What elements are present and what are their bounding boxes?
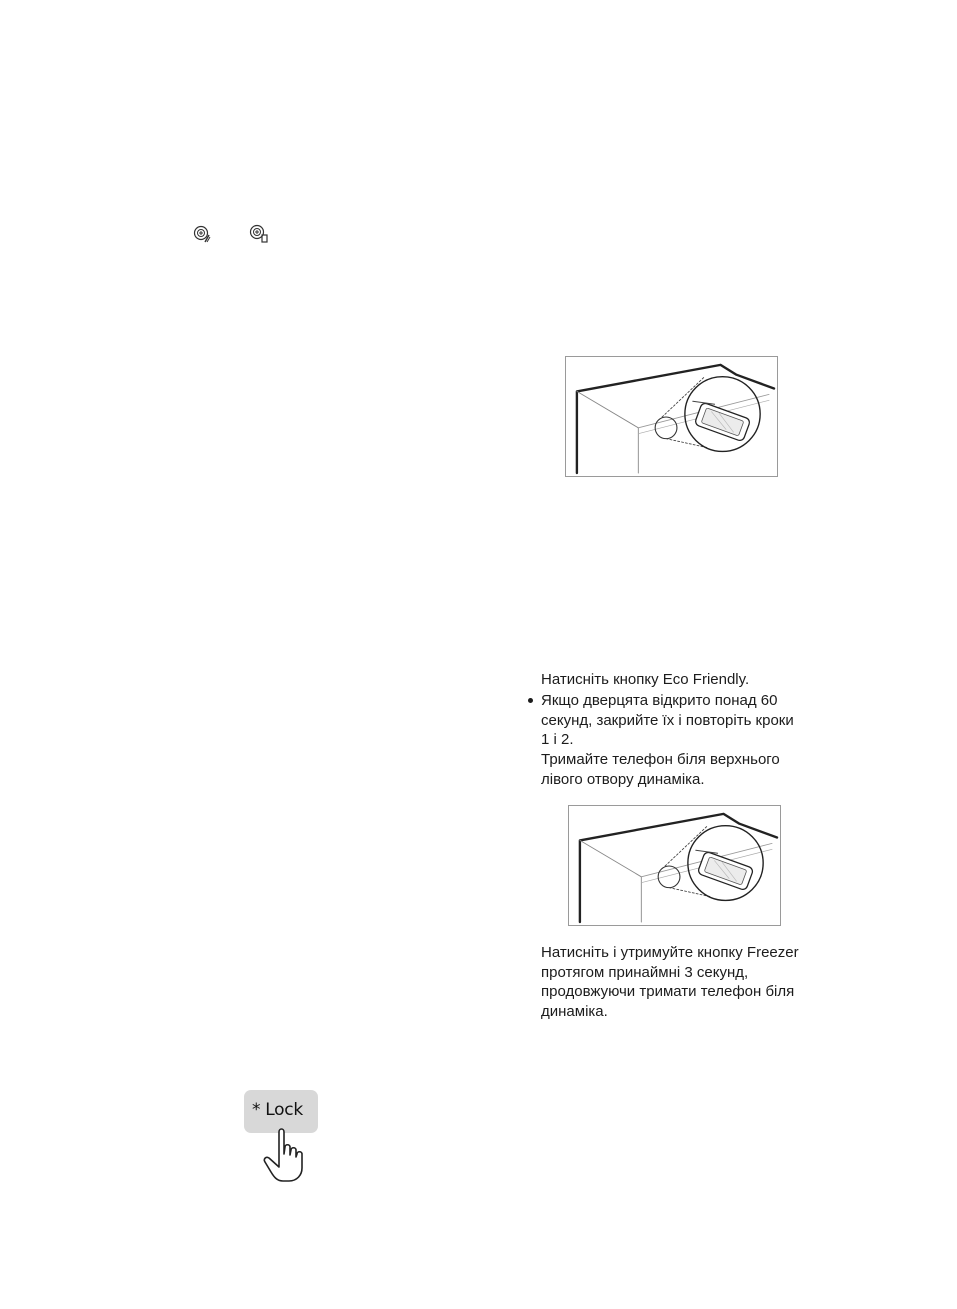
step-3-line: динаміка. [541,1002,608,1020]
pointing-hand-icon [262,1126,308,1184]
eco-steam-icon [192,224,212,244]
step-2-line: Тримайте телефон біля верхнього [541,751,780,768]
step-3-line: протягом принаймні 3 секунд, [541,963,749,981]
step-3-line: продовжуючи тримати телефон біля [541,983,795,1000]
step-2-line: лівого отвору динаміка. [541,770,705,788]
fridge-phone-illustration-top [565,356,778,477]
step-1-line: Натисніть кнопку Eco Friendly. [541,671,750,688]
step-1-note-line: 1 і 2. [541,731,574,748]
lock-label: * Lock [252,1100,303,1120]
eco-phone-icon [249,224,269,244]
step-1-note-line: Якщо дверцята відкрито понад 60 [541,692,778,709]
lock-button-illustration [244,1090,320,1185]
step-3-text [541,943,799,1021]
fridge-phone-illustration-bottom [568,805,781,926]
step-1-note [541,691,794,750]
step-1-text [541,670,749,690]
step-2-text [541,750,780,789]
step-1-note-line: секунд, закрийте їх і повторіть кроки [541,711,794,729]
step-3-line: Натисніть і утримуйте кнопку Freezer [541,944,799,961]
bullet-dot [528,698,533,703]
